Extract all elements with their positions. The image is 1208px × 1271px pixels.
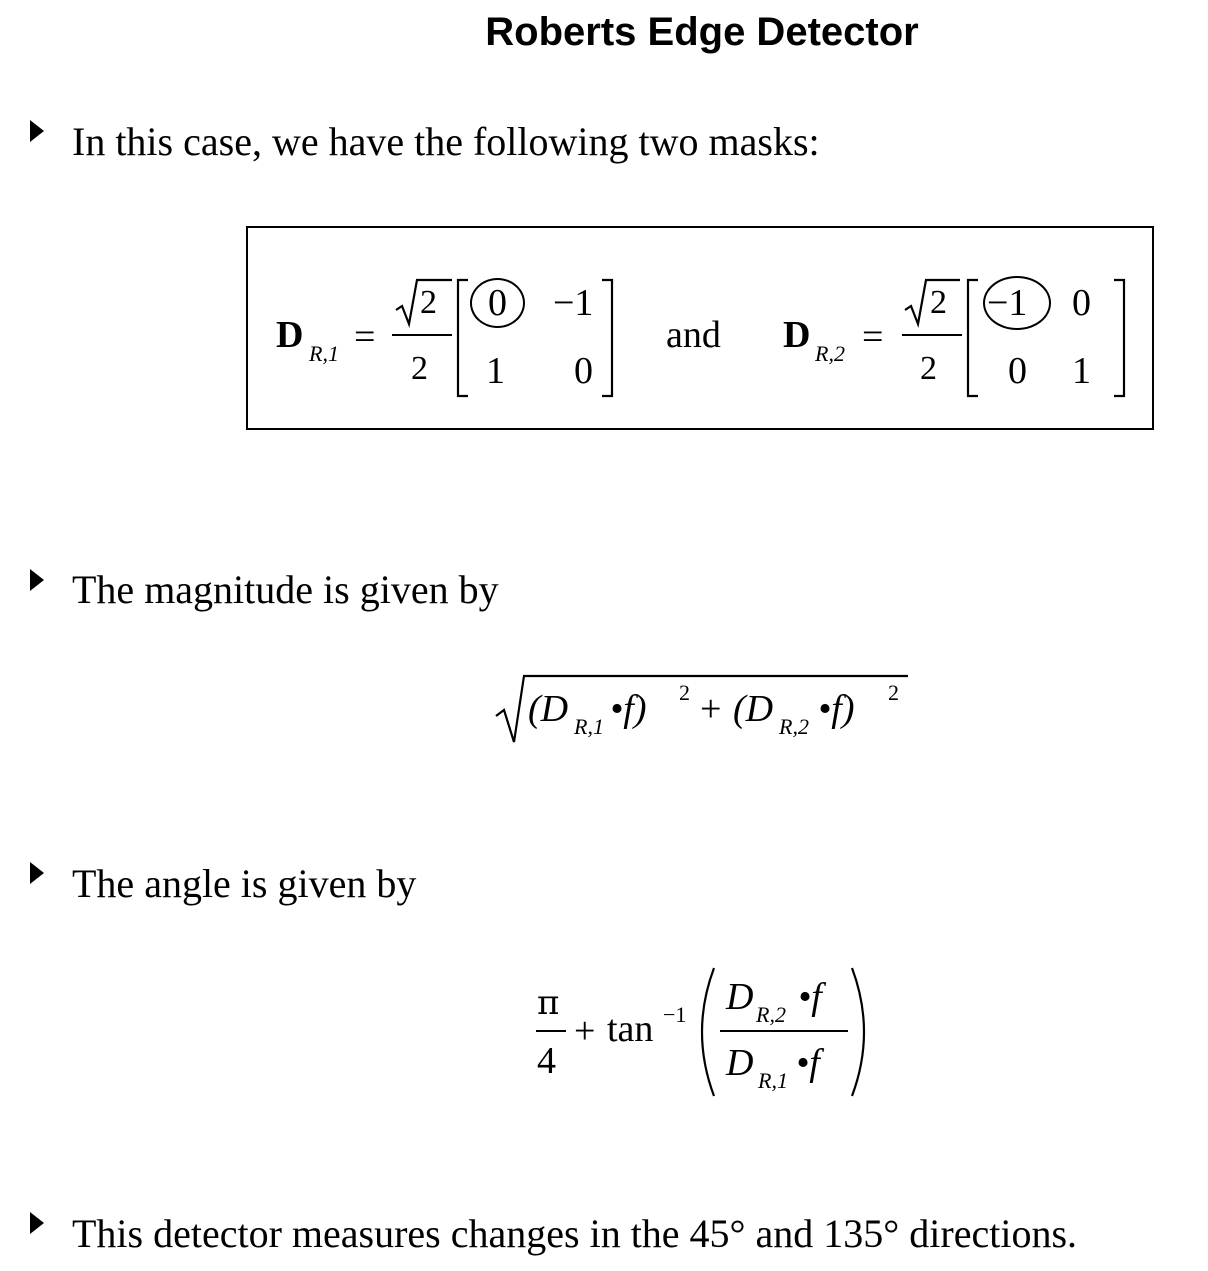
- mag-term2-subscript: R,2: [779, 714, 809, 739]
- d1-coef-denominator: 2: [411, 350, 428, 387]
- angle-left-paren: [702, 968, 714, 1096]
- d2-m21: 0: [1008, 350, 1027, 392]
- mag-term2-exponent: 2: [888, 680, 899, 705]
- mag-term2-open: (D: [733, 688, 774, 730]
- mag-term1-rest: •f): [610, 688, 647, 730]
- bullet-text-directions: This detector measures changes in the 45° and 135° directions.: [72, 1211, 1078, 1256]
- d1-m21: 1: [486, 350, 505, 392]
- d2-coef-denominator: 2: [920, 350, 937, 387]
- d1-sqrt-number: 2: [420, 284, 437, 321]
- bullet-text-angle: The angle is given by: [72, 861, 417, 906]
- d1-subscript: R,1: [309, 341, 339, 366]
- d2-radical-sign: [905, 280, 960, 324]
- d2-sqrt-number: 2: [930, 284, 947, 321]
- angle-pi: π: [537, 983, 560, 1023]
- d1-radical-sign: [396, 280, 452, 324]
- angle-den-subscript: R,1: [758, 1068, 788, 1093]
- d2-m22: 1: [1072, 350, 1091, 392]
- mag-term2-rest: •f): [818, 688, 855, 730]
- angle-den-d: D: [726, 1042, 754, 1084]
- d1-left-bracket: [458, 280, 468, 396]
- d2-left-bracket: [968, 280, 978, 396]
- d1-symbol: D: [276, 314, 304, 356]
- mag-plus: +: [700, 688, 722, 730]
- d1-m12: −1: [553, 282, 594, 324]
- angle-num-d: D: [726, 976, 754, 1018]
- d1-m22: 0: [574, 350, 593, 392]
- mag-term1-exponent: 2: [679, 680, 690, 705]
- angle-inverse-exponent: −1: [663, 1002, 687, 1027]
- angle-den-f: •f: [796, 1042, 820, 1084]
- magnitude-radical-sign: [496, 676, 908, 742]
- angle-num-f: •f: [798, 976, 822, 1018]
- and-connector: and: [666, 314, 721, 356]
- d2-equals: =: [862, 316, 884, 358]
- d2-m11: −1: [987, 282, 1028, 324]
- angle-tan: tan: [607, 1008, 654, 1050]
- d2-subscript: R,2: [815, 341, 845, 366]
- angle-num-subscript: R,2: [756, 1002, 786, 1027]
- d2-right-bracket: [1114, 280, 1124, 396]
- bullet-text-magnitude: The magnitude is given by: [72, 567, 499, 612]
- angle-right-paren: [852, 968, 864, 1096]
- angle-four: 4: [537, 1040, 556, 1082]
- d1-m11: 0: [488, 282, 507, 324]
- angle-plus: +: [574, 1010, 596, 1052]
- mag-term1-subscript: R,1: [574, 714, 604, 739]
- d2-symbol: D: [783, 314, 811, 356]
- d1-right-bracket: [602, 280, 612, 396]
- bullet-text-masks: In this case, we have the following two masks:: [72, 119, 820, 164]
- page-title: Roberts Edge Detector: [485, 10, 919, 54]
- d2-m12: 0: [1072, 282, 1091, 324]
- d1-equals: =: [354, 316, 376, 358]
- mag-term1-open: (D: [528, 688, 569, 730]
